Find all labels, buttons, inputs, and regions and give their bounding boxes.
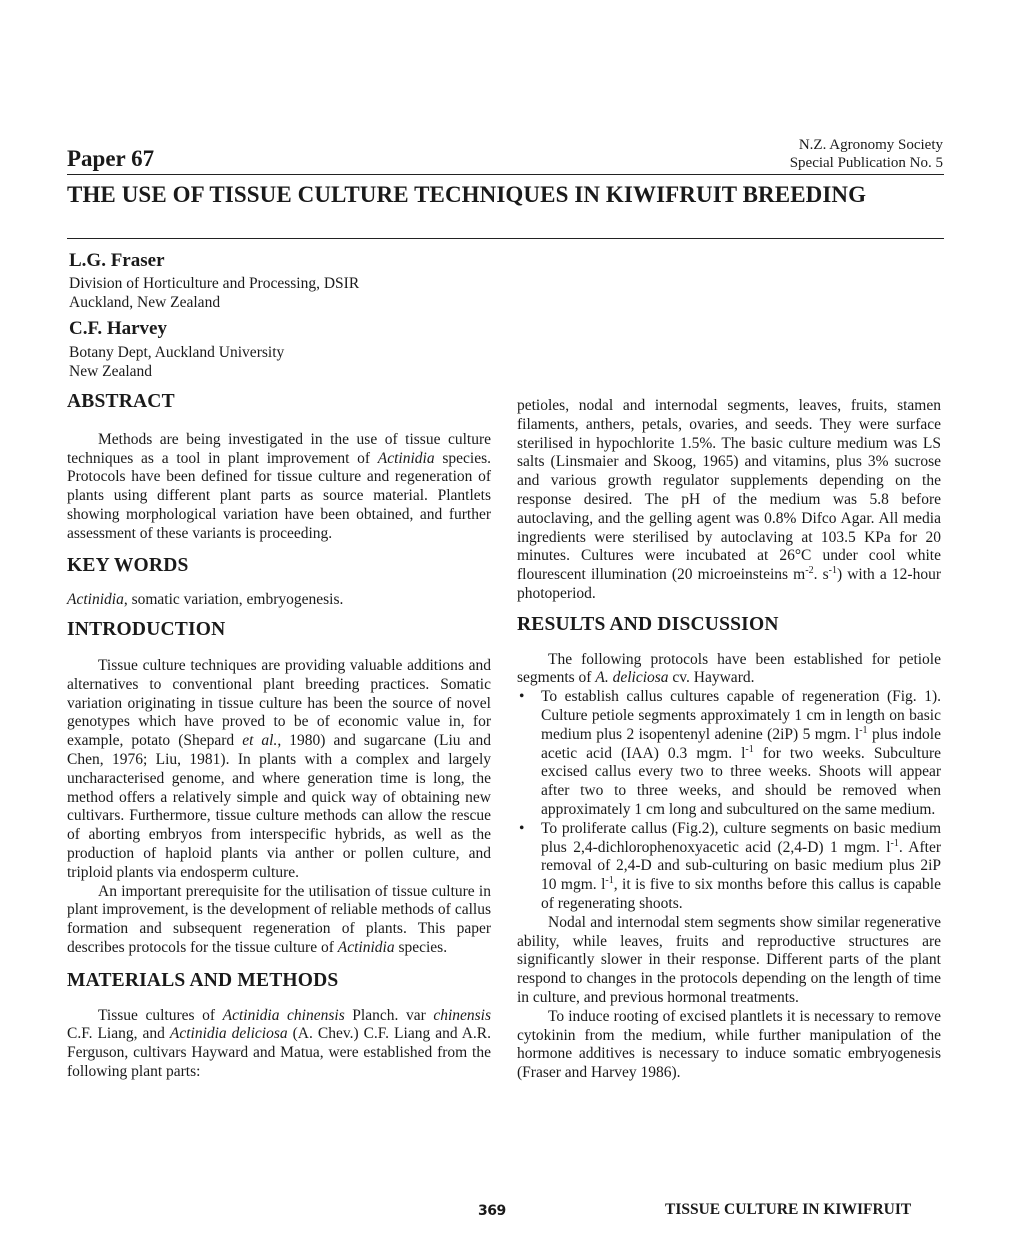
abstract-heading: ABSTRACT	[67, 391, 175, 412]
introduction-paragraph: Tissue culture techniques are providing valuable additions and alternatives to conventional plant breeding practices. Somatic variation originating in tissue culture has been the source of novel genotypes which have proved to be of economic value in, for example, potato (Shepard et al., 1980) and sugarcane (Liu and Chen, 1976; Liu, 1981). In plants with a complex and largely uncharacterised genome, and where generation time is long, the method offers a relatively simple and quick way of obtaining new cultivars. Furthermore, tissue culture methods can allow the rescue of aborting embryos from interspecific hybrids, as well as the production of haploid plants via anther or pollen culture, and triploid plants via endosperm culture.	[67, 656, 491, 881]
bullet-glyph: •	[519, 688, 525, 706]
keywords-heading: KEY WORDS	[67, 554, 189, 576]
paper-number: Paper 67	[67, 146, 155, 171]
results-paragraph: To induce rooting of excised plantlets it is necessary to remove cytokinin from the medium, while further manipulation of the hormone additives is necessary to induce somatic embryogenesis (Fraser and Harvey 1986).	[517, 1007, 941, 1082]
methods-continuation: petioles, nodal and internodal segments, leaves, fruits, stamen filaments, anthers, petals, ovaries, and seeds. They were surface sterilised in hypochlorite 1.5%. The basic culture medium was LS salts (Linsmaier and Skoog, 1965) and vitamins, plus 3% sucrose and various growth regulator supplements depending on the response desired. The pH of the medium was 5.8 before autoclaving, and the gelling agent was 0.8% Difco Agar. All media ingredients were sterilised by autoclaving at 103.5 KPa for 20 minutes. Cultures were incubated at 26°C under cool white flourescent illumination (20 microeinsteins $m^{-2}$. $s^{-1}$) with a 12-hour photoperiod.	[517, 397, 941, 602]
right-column	[517, 397, 941, 1083]
author-name: L.G. Fraser	[69, 250, 165, 271]
author-affiliation: Division of Horticulture and Processing, DSIR	[69, 275, 360, 292]
society-name: N.Z. Agronomy Society	[798, 137, 943, 153]
left-column	[67, 393, 491, 1082]
title-rule-bottom	[67, 238, 944, 239]
methods-heading: MATERIALS AND METHODS	[67, 969, 339, 991]
page-number: 369	[478, 1203, 506, 1219]
running-title: TISSUE CULTURE IN KIWIFRUIT	[665, 1201, 912, 1218]
society-header	[790, 136, 943, 172]
introduction-paragraph: An important prerequisite for the utilisation of tissue culture in plant improvement, is the development of reliable methods of callus formation and subsequent regeneration of plants. This paper describes protocols for the tissue culture of Actinidia species.	[67, 882, 491, 956]
author-affiliation: Auckland, New Zealand	[69, 294, 221, 311]
results-paragraph: The following protocols have been established for petiole segments of A. deliciosa cv. Hayward.	[517, 650, 941, 687]
introduction-heading: INTRODUCTION	[67, 619, 226, 641]
keywords-text: Actinidia, somatic variation, embryogenesis.	[67, 591, 344, 609]
protocol-bullet: • To establish callus cultures capable of regeneration (Fig. 1). Culture petiole segments approximately 1 cm in length on basic medium plus 2 isopentenyl adenine (2iP) 5 mgm. $l^{-1}$ plus indole acetic acid (IAA) 0.3 mgm. $l^{-1}$ for two weeks. Subculture excised callus every two to three weeks. Shoots will appear after two to three weeks, and should be removed when approximately 1 cm long and subcultured on the same medium.	[519, 688, 941, 818]
title-rule-top	[67, 174, 944, 175]
author-affiliation: Botany Dept, Auckland University	[69, 344, 285, 361]
author-name: C.F. Harvey	[69, 318, 167, 339]
author-affiliation: New Zealand	[69, 363, 153, 380]
results-heading: RESULTS AND DISCUSSION	[517, 613, 779, 635]
bullet-glyph: •	[519, 819, 525, 837]
results-paragraph: Nodal and internodal stem segments show similar regenerative ability, while leaves, fruits and reproductive structures are significantly slower in their response. Different parts of the plant respond to changes in the protocols depending on the length of time in culture, and previous hormonal treatments.	[517, 913, 941, 1006]
protocol-bullet: • To proliferate callus (Fig.2), culture segments on basic medium plus 2,4-dichlorophenoxyacetic acid (2,4-D) 1 mgm. $l^{-1}$. After removal of 2,4-D and sub-culturing on basic medium plus 2iP 10 mgm. $l^{-1}$, it is five to six months before this callus is capable of regenerating shoots.	[519, 819, 941, 912]
abstract-text: Methods are being investigated in the use of tissue culture techniques as a tool in plant improvement of Actinidia species. Protocols have been defined for tissue culture and regeneration of plants using different plant parts as source material. Plantlets showing morphological variation have been obtained, and further assessment of these variants is proceeding.	[67, 430, 491, 542]
paper-title: THE USE OF TISSUE CULTURE TECHNIQUES IN KIWIFRUIT BREEDING	[67, 182, 867, 207]
publication-name: Special Publication No. 5	[789, 155, 943, 171]
methods-paragraph: Tissue cultures of Actinidia chinensis Planch. var chinensis C.F. Liang, and Actinidia deliciosa (A. Chev.) C.F. Liang and A.R. Ferguson, cultivars Hayward and Matua, were established from the following plant parts:	[67, 1006, 492, 1080]
